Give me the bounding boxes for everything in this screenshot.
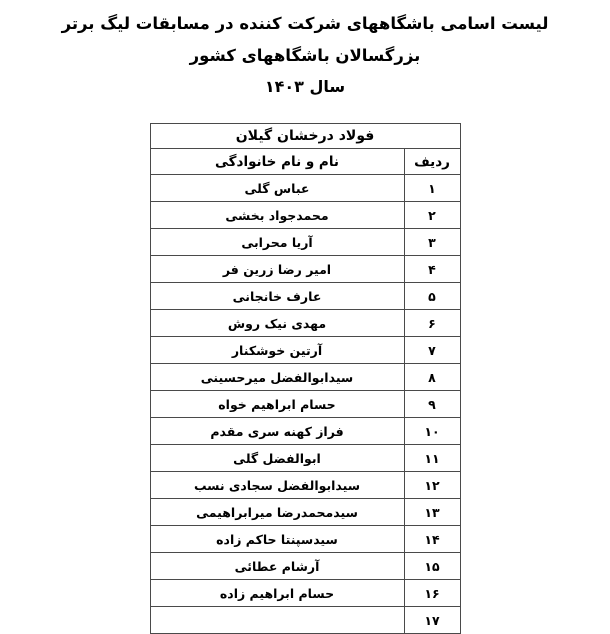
- player-name-cell: فراز کهنه سری مقدم: [150, 418, 404, 445]
- player-name-cell: مهدی نیک روش: [150, 310, 404, 337]
- table-row: [150, 310, 460, 337]
- document-title: [20, 8, 590, 102]
- row-number-cell: ۹: [404, 391, 460, 418]
- player-roster-table: [150, 123, 461, 634]
- row-number-cell: ۱۲: [404, 472, 460, 499]
- player-name-cell: عباس گلی: [150, 175, 404, 202]
- player-name-cell: حسام ابراهیم زاده: [150, 580, 404, 607]
- club-name-row: [150, 124, 460, 149]
- player-name-cell: آریا محرابی: [150, 229, 404, 256]
- player-name-cell: آرشام عطائی: [150, 553, 404, 580]
- table-row: [150, 472, 460, 499]
- table-row: [150, 256, 460, 283]
- row-number-cell: ۱: [404, 175, 460, 202]
- player-name-cell: محمدجواد بخشی: [150, 202, 404, 229]
- row-number-cell: ۸: [404, 364, 460, 391]
- row-number-cell: ۳: [404, 229, 460, 256]
- club-name-header: فولاد درخشان گیلان: [150, 124, 460, 149]
- table-row: [150, 175, 460, 202]
- column-header-full-name: نام و نام خانوادگی: [150, 149, 404, 175]
- player-name-cell: سیدمحمدرضا میرابراهیمی: [150, 499, 404, 526]
- table-row: [150, 202, 460, 229]
- row-number-cell: ۱۴: [404, 526, 460, 553]
- table-row: [150, 580, 460, 607]
- row-number-cell: ۴: [404, 256, 460, 283]
- player-name-cell: حسام ابراهیم خواه: [150, 391, 404, 418]
- player-name-cell: امیر رضا زرین فر: [150, 256, 404, 283]
- title-line-2: سال ۱۴۰۳: [264, 77, 346, 96]
- row-number-cell: ۱۱: [404, 445, 460, 472]
- table-row: [150, 337, 460, 364]
- table-row: [150, 418, 460, 445]
- table-row: [150, 364, 460, 391]
- table-row: [150, 229, 460, 256]
- title-line-1: لیست اسامی باشگاههای شرکت کننده در مسابقات لیگ برتر بزرگسالان باشگاههای کشور: [61, 14, 549, 65]
- row-number-cell: ۱۶: [404, 580, 460, 607]
- table-row: [150, 499, 460, 526]
- column-header-row-number: ردیف: [404, 149, 460, 175]
- player-name-cell: آرتین خوشکنار: [150, 337, 404, 364]
- player-name-cell: [150, 607, 404, 634]
- player-name-cell: سیدابوالفضل سجادی نسب: [150, 472, 404, 499]
- row-number-cell: ۱۷: [404, 607, 460, 634]
- player-name-cell: سیدابوالفضل میرحسینی: [150, 364, 404, 391]
- player-name-cell: عارف خانجانی: [150, 283, 404, 310]
- table-row: [150, 607, 460, 634]
- row-number-cell: ۲: [404, 202, 460, 229]
- row-number-cell: ۱۳: [404, 499, 460, 526]
- row-number-cell: ۷: [404, 337, 460, 364]
- table-row: [150, 526, 460, 553]
- table-row: [150, 553, 460, 580]
- row-number-cell: ۱۵: [404, 553, 460, 580]
- table-row: [150, 391, 460, 418]
- document-page: [0, 8, 610, 628]
- player-name-cell: ابوالفضل گلی: [150, 445, 404, 472]
- row-number-cell: ۶: [404, 310, 460, 337]
- row-number-cell: ۱۰: [404, 418, 460, 445]
- roster-body: [150, 175, 460, 634]
- table-row: [150, 283, 460, 310]
- column-header-row: [150, 149, 460, 175]
- player-name-cell: سیدسپنتا حاکم زاده: [150, 526, 404, 553]
- table-row: [150, 445, 460, 472]
- row-number-cell: ۵: [404, 283, 460, 310]
